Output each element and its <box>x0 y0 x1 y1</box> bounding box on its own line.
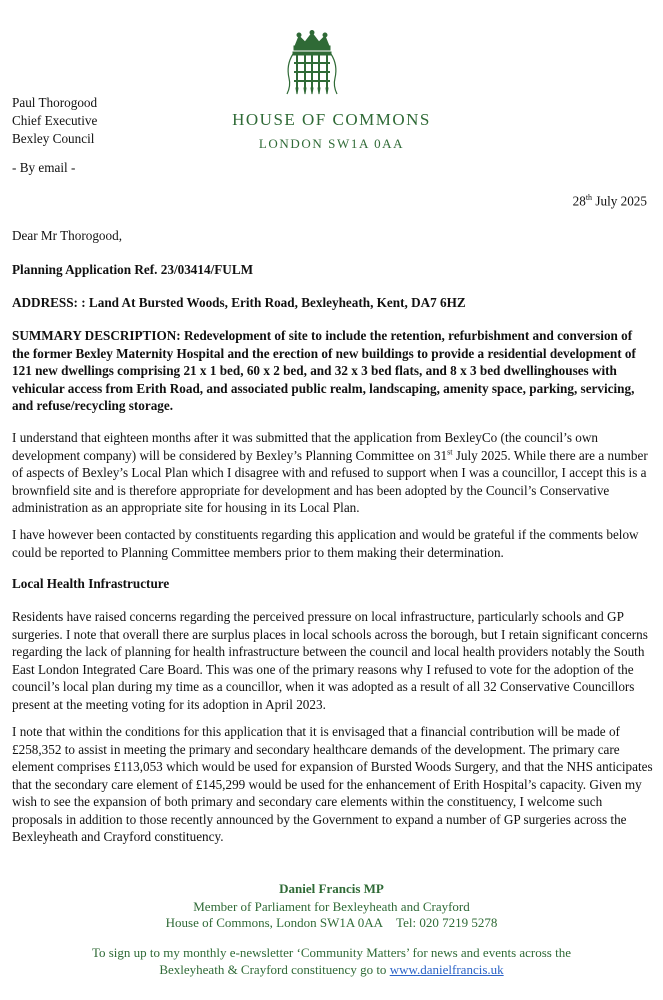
recipient-role: Chief Executive <box>12 113 98 128</box>
newsletter-note <box>0 944 663 978</box>
para1-sup: st <box>447 447 453 457</box>
letterhead-title: HOUSE OF COMMONS <box>232 110 431 129</box>
section-heading: Local Health Infrastructure <box>12 576 170 591</box>
date-rest: July 2025 <box>592 193 647 209</box>
date-day: 28 <box>572 193 586 209</box>
date-suffix: th <box>585 193 593 202</box>
signature-name: Daniel Francis MP <box>279 881 384 896</box>
signature-contact <box>0 915 663 931</box>
paragraph-request: I have however been contacted by constituents regarding this application and would be grateful if the comments below could be reported to Planning Committee members prior to them making their determination. <box>12 527 639 560</box>
recipient-org: Bexley Council <box>12 131 95 146</box>
portcullis-crest-icon <box>283 30 341 100</box>
letterhead-address: LONDON SW1A 0AA <box>258 136 405 151</box>
recipient-name: Paul Thorogood <box>12 95 98 110</box>
newsletter-line-2-text: Bexleyheath & Crayford constituency go to <box>159 962 390 977</box>
delivery-note: - By email - <box>12 160 76 175</box>
summary-description: SUMMARY DESCRIPTION: Redevelopment of site to include the retention, refurbishment and conversion of the former Bexley Maternity Hospital and the erection of new buildings to provide a residential development of 121 new dwellings comprising 21 x 1 bed, 60 x 2 bed, and 32 x 3 bed flats, and 8 x 3 bed dwellinghouses with vehicular access from Erith Road, and associated public realm, landscaping, amenity space, parking, servicing, and refuse/recycling storage. <box>12 328 636 413</box>
paragraph-concerns: Residents have raised concerns regarding the perceived pressure on local infrastructure, particularly schools and GP surgeries. I note that overall there are surplus places in local schools across the borough, but I retain significant concerns regarding the lack of planning for health infrastructure between the council and local health providers notably the South East London Integrated Care Board. This was one of the primary reasons why I refused to vote for the adoption of the council’s local plan during my time as a councillor, when it was adopted as a result of all 32 Conservative Councillors present at the meeting voting for its adoption in April 2023. <box>12 609 648 712</box>
newsletter-line-1: To sign up to my monthly e-newsletter ‘Community Matters’ for news and events across the <box>91 945 572 960</box>
para1-after: July 2025. While there are a number of aspects of Bexley’s Local Plan which I disagree with and refused to support when I was a councillor, I accept this is a brownfield site and is therefore appropriate for development and has been adopted by the Council’s Conservative administration as an appropriate site for housing in its Local Plan. <box>12 447 648 515</box>
signature-address: House of Commons, London SW1A 0AA <box>165 915 384 930</box>
recipient-block <box>12 94 97 148</box>
newsletter-line-2 <box>0 961 663 978</box>
signature-role: Member of Parliament for Bexleyheath and Crayford <box>193 899 470 914</box>
paragraph-intro <box>12 429 653 517</box>
signature-phone: Tel: 020 7219 5278 <box>396 915 498 930</box>
para1-before: I understand that eighteen months after it was submitted that the application from BexleyCo (the council’s own development company) will be considered by Bexley’s Planning Committee on 31 <box>12 430 598 463</box>
salutation: Dear Mr Thorogood, <box>12 228 122 243</box>
site-address: ADDRESS: : Land At Bursted Woods, Erith Road, Bexleyheath, Kent, DA7 6HZ <box>12 295 466 310</box>
website-link[interactable]: www.danielfrancis.uk <box>389 962 504 977</box>
letter-date <box>573 193 647 209</box>
paragraph-contribution: I note that within the conditions for this application that it is envisaged that a financial contribution will be made of £258,352 to assist in meeting the primary and secondary healthcare demands of the development. The primary care element comprises £113,053 which would be used for expansion of Bursted Woods Surgery, and that the NHS anticipates that the secondary care element of £145,299 would be used for the enhancement of Erith Hospital’s capacity. Given my wish to see the expansion of both primary and secondary care elements within the constituency, I welcome such proposals in addition to those recently announced by the Government to expand a number of GP surgeries across the Bexleyheath and Crayford constituency. <box>12 724 653 844</box>
planning-reference: Planning Application Ref. 23/03414/FULM <box>12 262 254 277</box>
